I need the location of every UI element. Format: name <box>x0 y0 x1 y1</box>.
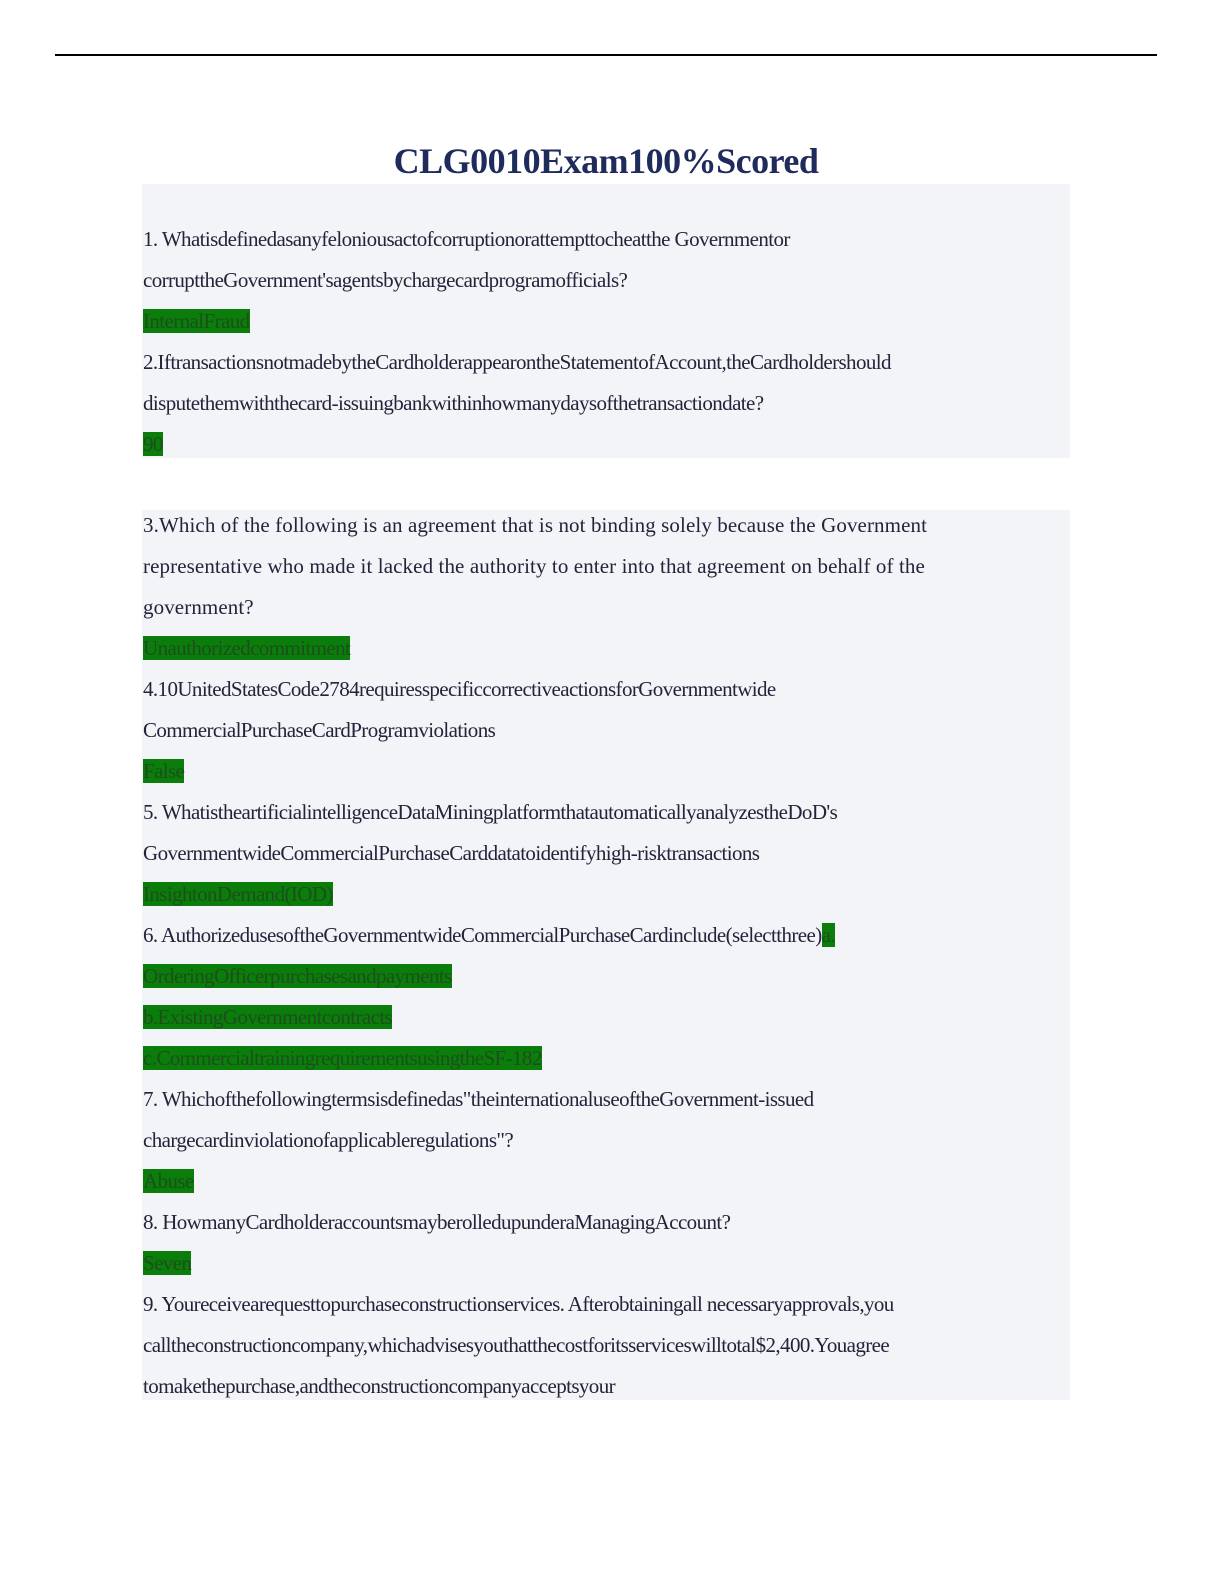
question-line <box>143 915 1103 956</box>
answer-line <box>143 1243 1103 1284</box>
question-text: 4.10UnitedStatesCode2784requiresspecificcorrectiveactionsforGovernmentwide <box>143 677 776 701</box>
question-text: chargecardinviolationofapplicableregulations"? <box>143 1128 514 1152</box>
question-line <box>143 1284 1103 1325</box>
question-line <box>143 669 1103 710</box>
question-text: 6. AuthorizedusesoftheGovernmentwideCommercialPurchaseCardinclude(selectthree) <box>143 923 822 947</box>
question-text: 7. Whichofthefollowingtermsisdefinedas"theinternationaluseoftheGovernment-issued <box>143 1087 814 1111</box>
question-line <box>143 587 1103 628</box>
answer-line <box>143 628 1103 669</box>
question-line <box>143 1079 1103 1120</box>
highlighted-answer: False <box>143 759 185 783</box>
question-line <box>143 546 1103 587</box>
question-text: tomakethepurchase,andtheconstructioncompanyacceptsyour <box>143 1374 615 1398</box>
question-text: corrupttheGovernment'sagentsbychargecardprogramofficials? <box>143 268 628 292</box>
highlighted-answer: InsightonDemand(IOD) <box>143 882 333 906</box>
question-line <box>143 505 1103 546</box>
question-text: 2.IftransactionsnotmadebytheCardholderappearontheStatementofAccount,theCardholdershould <box>143 350 891 374</box>
answer-line <box>143 424 1103 465</box>
highlighted-answer: OrderingOfficerpurchasesandpayments <box>143 964 452 988</box>
question-line <box>143 792 1103 833</box>
question-text: calltheconstructioncompany,whichadvisesyouthatthecostforitsserviceswilltotal$2,400.Youagree <box>143 1333 890 1357</box>
question-line <box>143 383 1103 424</box>
answer-line <box>143 874 1103 915</box>
question-text: 5. WhatistheartificialintelligenceDataMiningplatformthatautomaticallyanalyzestheDoD's <box>143 800 838 824</box>
highlighted-answer: a. <box>821 923 835 947</box>
highlighted-answer: Abuse <box>143 1169 194 1193</box>
question-text: GovernmentwideCommercialPurchaseCarddatatoidentifyhigh-risktransactions <box>143 841 760 865</box>
question-text: 8. HowmanyCardholderaccountsmayberolledupunderaManagingAccount? <box>143 1210 731 1234</box>
question-text: government? <box>143 595 254 619</box>
highlighted-answer: Seven <box>143 1251 192 1275</box>
highlighted-answer: c.CommercialtrainingrequirementsusingtheSF-182 <box>143 1046 542 1070</box>
answer-line <box>143 1161 1103 1202</box>
question-line <box>143 1120 1103 1161</box>
header-rule <box>55 54 1157 56</box>
answer-line <box>143 751 1103 792</box>
question-text: 9. Youreceivearequesttopurchaseconstructionservices. Afterobtainingall necessaryapprovals,you <box>143 1292 894 1316</box>
question-text: disputethemwiththecard-issuingbankwithinhowmanydaysofthetransactiondate? <box>143 391 764 415</box>
question-line <box>143 710 1103 751</box>
highlighted-answer: Unauthorizedcommitment <box>143 636 351 660</box>
section-1-text <box>143 219 1103 465</box>
question-line <box>143 260 1103 301</box>
section-2-text <box>143 505 1103 1407</box>
highlighted-answer: 90 <box>143 432 163 456</box>
question-line <box>143 833 1103 874</box>
question-line <box>143 1202 1103 1243</box>
highlighted-answer: InternalFraud <box>143 309 250 333</box>
question-line <box>143 342 1103 383</box>
document-title: CLG0010Exam100%Scored <box>393 141 819 181</box>
highlighted-answer: b.ExistingGovernmentcontracts <box>143 1005 393 1029</box>
question-line <box>143 1325 1103 1366</box>
question-text: 1. Whatisdefinedasanyfeloniousactofcorruptionorattempttocheatthe Governmentor <box>143 227 790 251</box>
question-line <box>143 1366 1103 1407</box>
answer-line <box>143 301 1103 342</box>
answer-line <box>143 956 1103 997</box>
question-text: 3.Which of the following is an agreement that is not binding solely because the Government <box>143 513 928 537</box>
answer-line <box>143 997 1103 1038</box>
question-line <box>143 219 1103 260</box>
question-text: representative who made it lacked the authority to enter into that agreement on behalf of the <box>143 554 925 578</box>
answer-line <box>143 1038 1103 1079</box>
question-text: CommercialPurchaseCardProgramviolations <box>143 718 496 742</box>
